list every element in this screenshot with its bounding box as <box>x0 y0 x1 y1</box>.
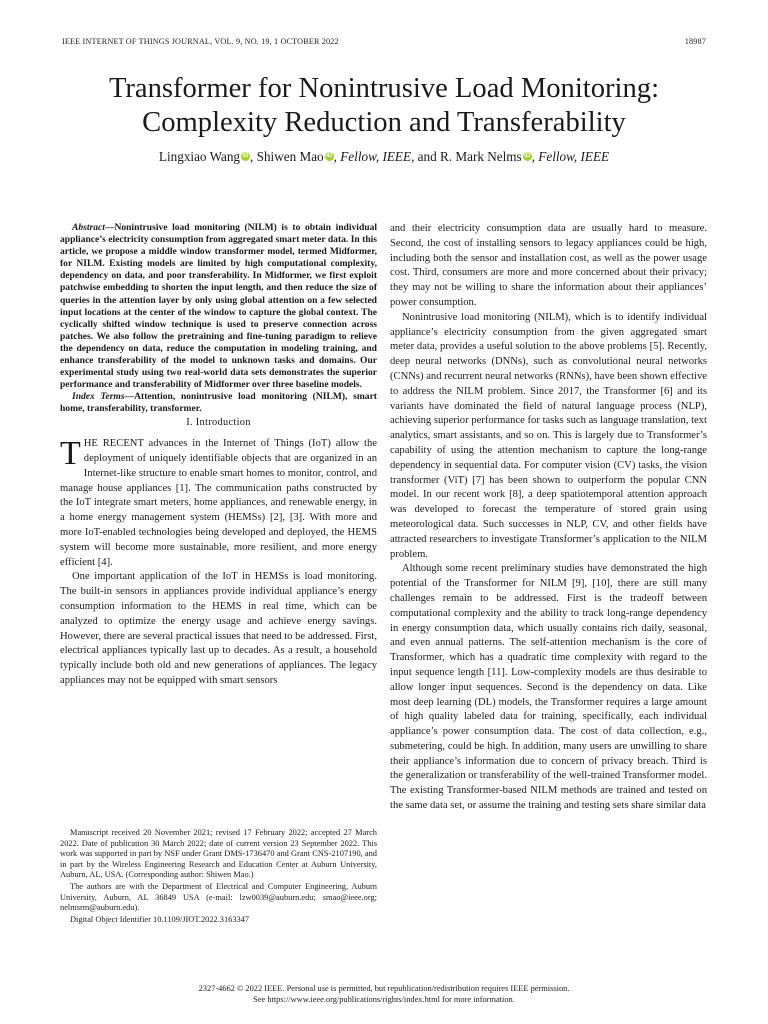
journal-name: IEEE INTERNET OF THINGS JOURNAL, VOL. 9, NO. 19, 1 OCTOBER 2022 <box>62 37 339 46</box>
author-connector: , and <box>411 149 440 164</box>
right-column <box>390 222 707 814</box>
copyright-footer <box>40 983 728 1005</box>
body-paragraph: One important application of the IoT in HEMSs is load monitoring. The built-in sensors in appliances provide individual appliance’s energy consumption information to the HEMS in real time, which can be analyzed to optimize the energy usage and achieve energy savings. However, there are several practical issues that need to be addressed. First, electrical appliances typically last up to decades. As a result, a household typically include both old and new generations of appliances. The legacy appliances may not be equipped with smart sensors <box>60 571 377 687</box>
abstract-text: —Nonintrusive load monitoring (NILM) is to obtain individual appliance’s electricity consumption from aggregated smart meter data. In this article, we propose a middle window transformer model, termed Midformer, for NILM. Existing models are limited by high computational complexity, dependency on data, and poor transferability. In Midformer, we first exploit patchwise embedding to shorten the input length, and then reduce the size of queries in the attention layer by only using global attention on a few selected input locations at the center of the window to capture the global context. The cyclically shifted window technique is used to preserve connection across patches. We also follow the pretraining and fine-tuning paradigm to relieve the dependency on data, reduce the computation in modeling training, and enhance transferability of the model to unknown tasks and domains. Our experimental study using two real-world data sets demonstrates the superior performance and transferability of Midformer over three baseline models. <box>60 222 377 391</box>
footnote-manuscript: Manuscript received 20 November 2021; revised 17 February 2022; accepted 27 March 2022. Date of publication 30 March 2022; date of current version 23 September 2022. This work was supported in part by NSF under Grant DMS-1736470 and Grant CNS-2107190, and in part by the Wireless Engineering Research and Education Center at Auburn University, Auburn, AL, USA. (Corresponding author: Shiwen Mao.) <box>60 828 377 880</box>
title-line-1: Transformer for Nonintrusive Load Monitoring: <box>108 73 660 104</box>
footnote-doi: Digital Object Identifier 10.1109/JIOT.2022.3163347 <box>70 914 250 924</box>
orcid-icon[interactable]: iD <box>242 153 249 159</box>
author-list: Lingxiao Wang iD , Shiwen Mao iD , Fellow, IEEE, and R. Mark Nelms iD , Fellow, IEEE <box>158 149 610 164</box>
abstract-label: Abstract <box>72 222 105 233</box>
author-name: Lingxiao Wang <box>158 149 241 164</box>
section-heading: I. Introduction <box>186 416 251 428</box>
body-paragraph: Although some recent preliminary studies have demonstrated the high potential of the Transformer for NILM [9], [10], there are still many challenges remain to be addressed. First is the tradeoff between computational complexity and the ability to track long-range dependency in energy consumption data, which usually contains rich daily, seasonal, and even annual patterns. The self-attention mechanism is the core of Transformer, which has a quadratic time complexity with regard to the input sequence length [11]. Low-complexity models are thus desirable to allow longer input sequences. Second is the dependency on data. Like most deep learning (DL) models, the Transformer requires a large amount of high quality labeled data for training, specifically, each individual appliance’s power consumption data. The cost of data collection, e.g., submetering, could be high. In addition, many users are unwilling to share their appliance’s information due to concern of privacy breach. Third is the generalization or transferability of the well-trained Transformer model. The existing Transformer-based NILM methods are trained and tested on the same data set, or assume the training and testing sets share similar data <box>390 563 707 812</box>
paper-title <box>40 72 728 140</box>
rights-link-line: See https://www.ieee.org/publications/rights/index.html for more information. <box>253 995 515 1004</box>
page-number: 18987 <box>684 37 706 46</box>
orcid-icon[interactable]: iD <box>326 153 333 159</box>
title-line-2: Complexity Reduction and Transferability <box>142 107 626 138</box>
footnote <box>60 828 377 926</box>
author-role: Fellow, IEEE <box>340 149 412 164</box>
intro-paragraph-text: HE RECENT advances in the Internet of Things (IoT) allow the deployment of uniquely identifiable objects that are organized in an Internet-like structure to enable smart homes to monitor, control, and manage house appliances [1]. The communication paths constructed by the IoT integrate smart meters, home appliances, and renewable energy, in a home energy management system (HEMSs) [2], [3]. With more and more IoT-enabled technologies being developed and deployed, the HEMS system will become more sustainable, more resilient, and more energy efficient [4]. <box>60 438 377 568</box>
body-paragraph: Nonintrusive load monitoring (NILM), which is to identify individual appliance’s electricity consumption from the given aggregated smart meter data, provides a useful solution to the above problems [5]. Recently, deep neural networks (DNNs), such as convolutional neural networks (CNNs) and recurrent neural networks (RNNs), have been shown effective to address the NILM problem. Since 2017, the Transformer [6] and its variants have dominated the field of natural language process (NLP), achieving superior performance for tasks such as language translation, text analytics, smart assistants, and so on. This is largely due to Transformer’s capability of using the attention mechanism to capture the long-range dependency in sequential data. For computer vision (CV) tasks, the vision transformer (ViT) [7] has been shown to outperform the popular CNN model. In our recent work [8], a deep spatiotemporal attention approach was developed to forecast the temperature of stored grain using meteorological data. Such successes in NLP, CV, and other fields have attracted researchers to investigate Transformer’s application to the NILM problem. <box>390 311 707 560</box>
running-head <box>62 37 706 46</box>
footnote-affiliation: The authors are with the Department of Electrical and Computer Engineering, Auburn University, Auburn, AL 36849 USA (e-mail: lzw0039@auburn.edu; smao@ieee.org; nelmsrm@auburn.edu). <box>60 881 377 913</box>
drop-cap: T <box>60 435 81 473</box>
author-name: R. Mark Nelms <box>440 149 522 164</box>
copyright-line: 2327-4662 © 2022 IEEE. Personal use is permitted, but republication/redistribution requires IEEE permission. <box>198 984 570 993</box>
author-role: Fellow, IEEE <box>538 149 610 164</box>
intro-paragraph <box>60 437 377 570</box>
abstract <box>60 222 377 391</box>
index-terms <box>60 391 377 415</box>
orcid-icon[interactable]: iD <box>524 153 531 159</box>
left-column <box>60 222 377 689</box>
body-paragraph: and their electricity consumption data are usually hard to measure. Second, the cost of installing sensors to legacy appliances could be high, including both the sensor and installation cost, as well as the power usage cost. Third, consumers are more and more concerned about their privacy; they may not be willing to share the information about their appliances’ power consumption. <box>390 223 707 308</box>
author-name: Shiwen Mao <box>256 149 324 164</box>
index-terms-text: —Attention, nonintrusive load monitoring (NILM), smart home, transferability, transformer. <box>60 391 377 415</box>
index-terms-label: Index Terms <box>72 391 125 403</box>
